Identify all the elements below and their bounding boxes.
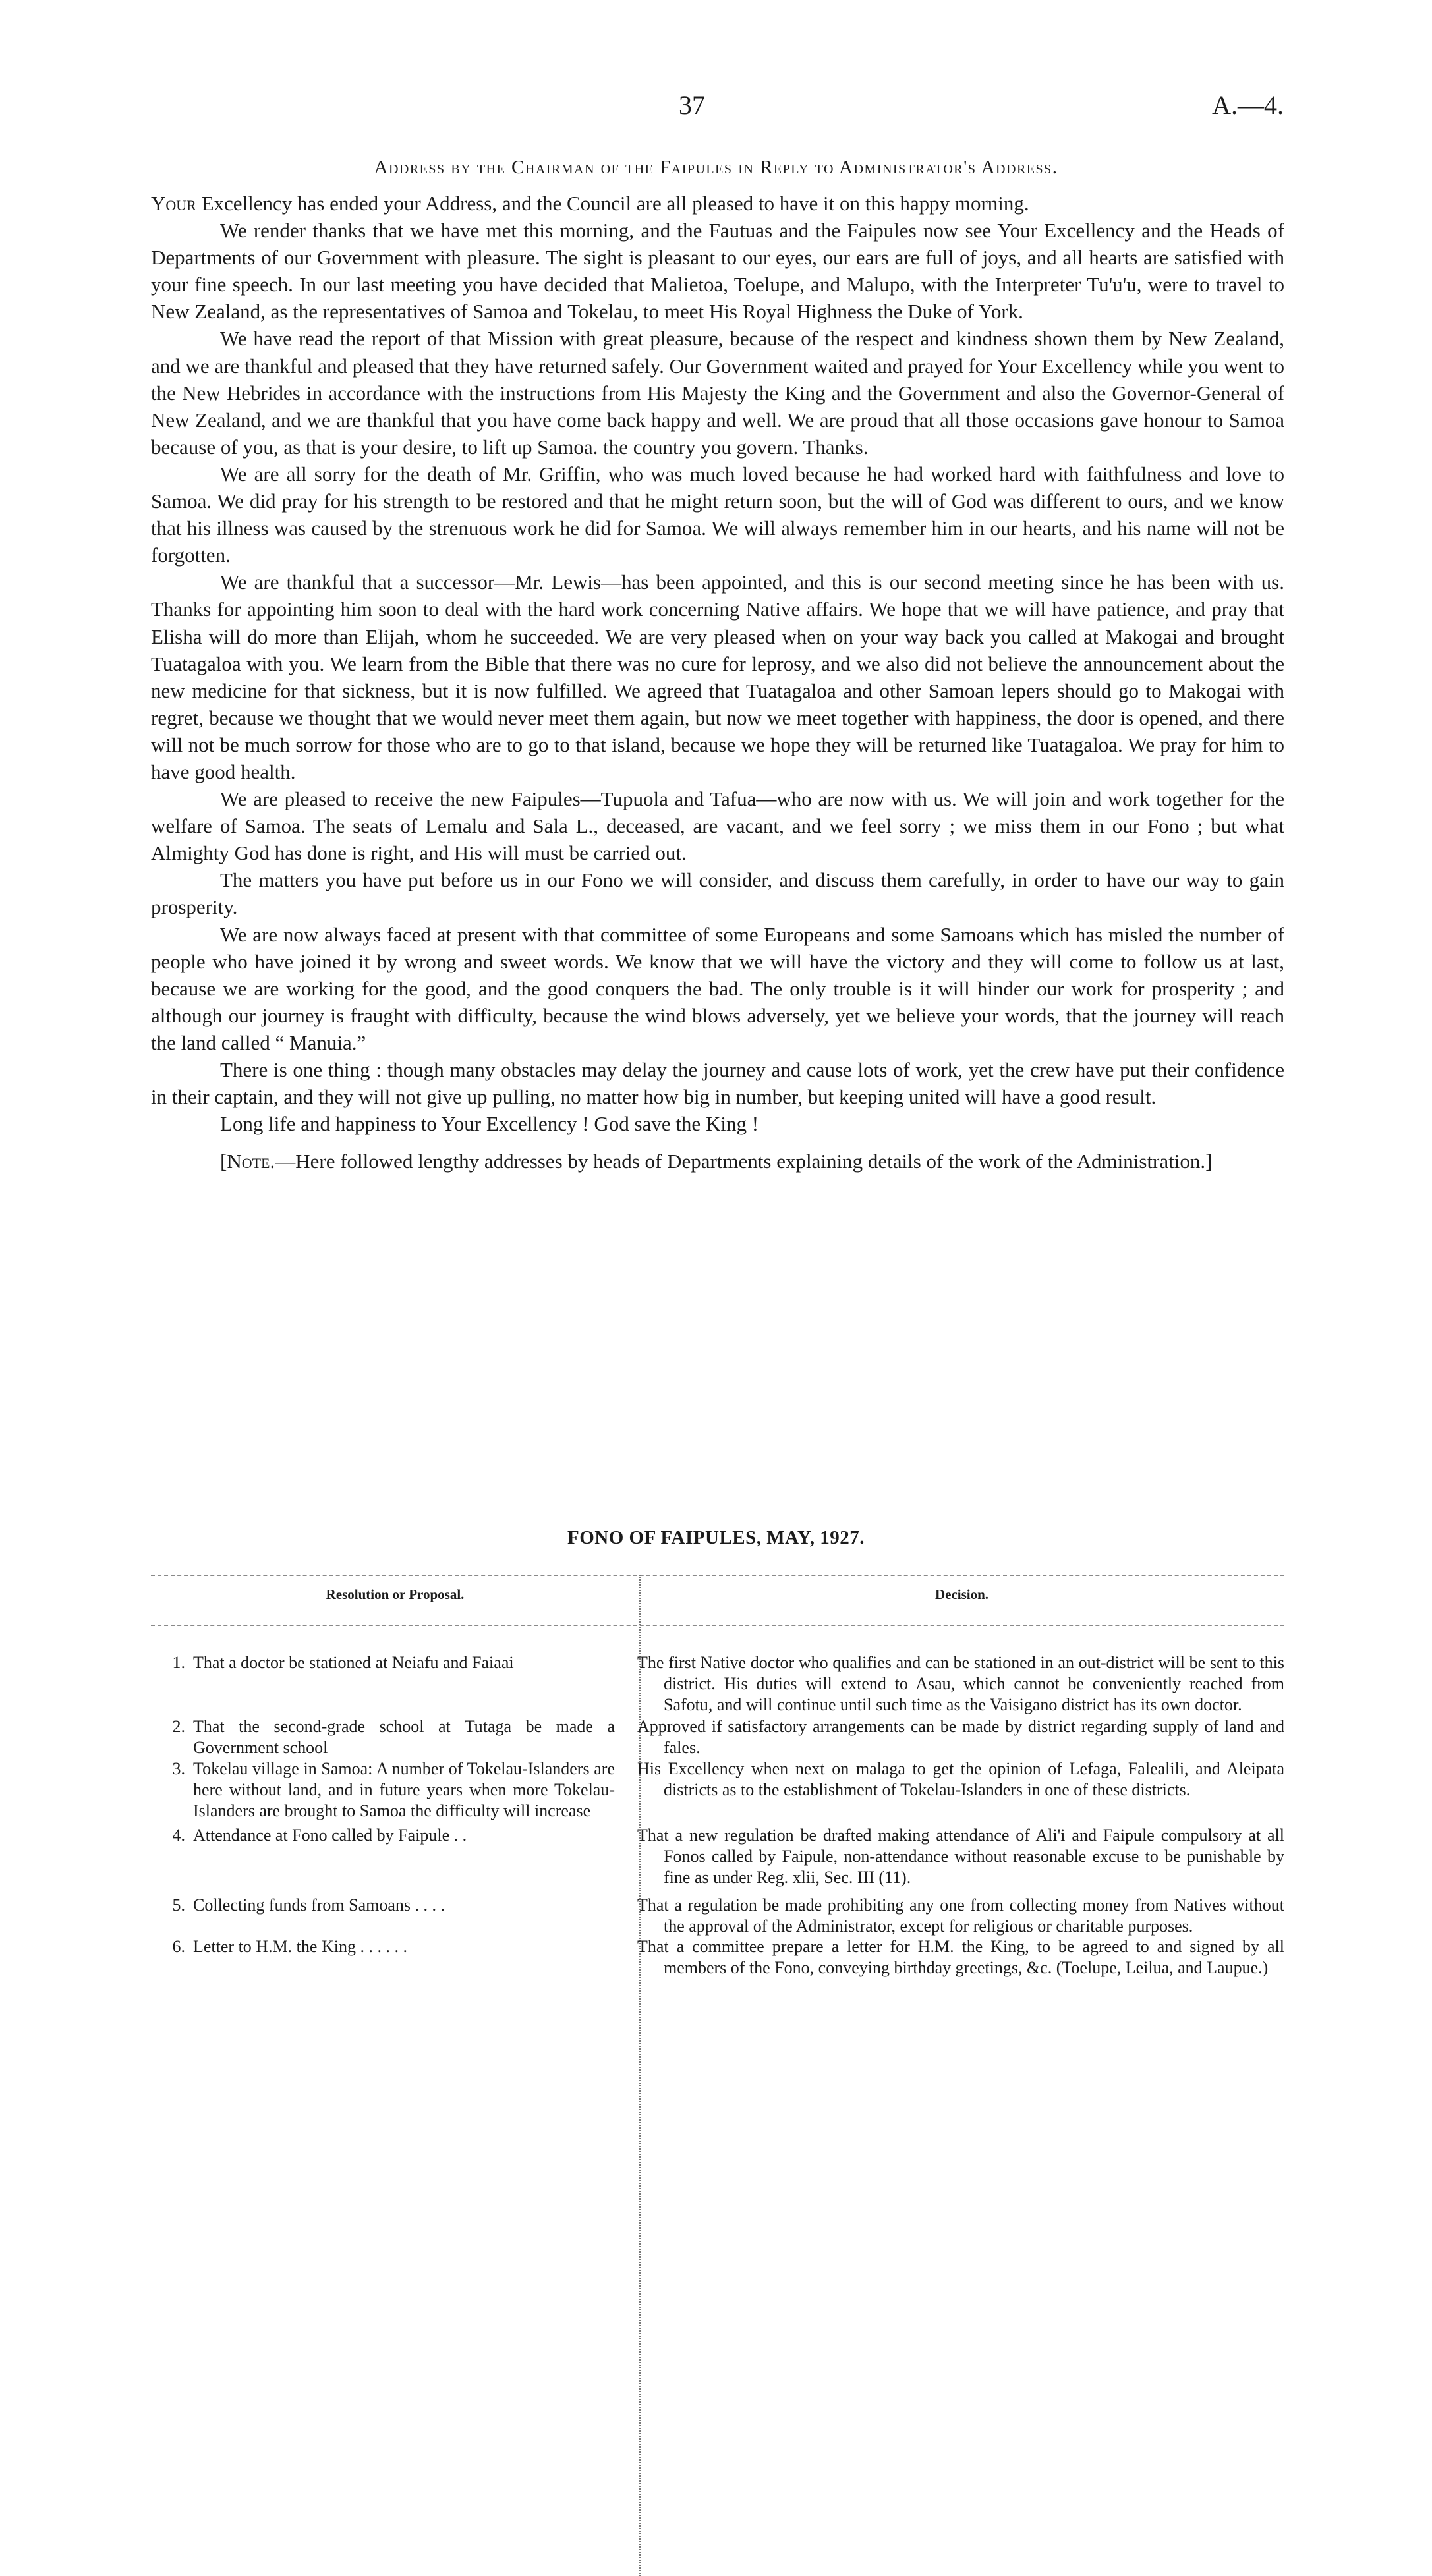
address-heading: Address by the Chairman of the Faipules in Reply to Administrator's Address. bbox=[374, 157, 1058, 178]
note-text: .—Here followed lengthy addresses by heads of Departments explaining details of the work of the Administration.] bbox=[270, 1150, 1213, 1173]
paragraph: We render thanks that we have met this morning, and the Fautuas and the Faipules now see Your Excellency and the Heads of Departments of our Government with pleasure. The sight is pleasant to our eyes, our ears are full of joys, and all hearts are satisfied with your fine speech. In our last meeting you have decided that Malietoa, Toelupe, and Malupo, with the Interpreter Tu'u'u, were to travel to New Zealand, as the representatives of Samoa and Tokelau, to meet His Royal Highness the Duke of York. bbox=[151, 219, 1284, 323]
decision-text: That a new regulation be drafted making attendance of Ali'i and Faipule compulsory at all Fonos called by Faipule, non-attendance without reasonable excuse to be punishable by fine as under Reg. xlii, Sec. III (11). bbox=[637, 1826, 1284, 1887]
paragraph: There is one thing : though many obstacles may delay the journey and cause lots of work, yet the crew have put their confidence in their captain, and they will not give up pulling, no matter how big in number, but keeping united will have a good result. bbox=[151, 1058, 1284, 1109]
resolution-cell bbox=[151, 1895, 625, 1916]
column-header-decision: Decision. bbox=[934, 1586, 989, 1602]
decision-cell bbox=[625, 1895, 1284, 1937]
paragraph: The matters you have put before us in our Fono we will consider, and discuss them carefully, in order to have our way to gain prosperity. bbox=[151, 868, 1284, 919]
resolution-text: Collecting funds from Samoans . . . . bbox=[193, 1895, 445, 1915]
resolution-text: That the second-grade school at Tutaga be made a Government school bbox=[193, 1717, 615, 1758]
table-top-rule bbox=[151, 1575, 1284, 1576]
table-row bbox=[151, 1895, 1284, 1937]
resolution-cell bbox=[151, 1716, 625, 1758]
resolution-text: That a doctor be stationed at Neiafu and Faiaai bbox=[193, 1653, 514, 1672]
resolution-cell bbox=[151, 1758, 625, 1821]
paragraph: We are thankful that a successor—Mr. Lewis—has been appointed, and this is our second meeting since he has been with us. Thanks for appointing him soon to deal with the hard work concerning Native affairs. We hope that we will have patience, and pray that Elisha will do more than Elijah, whom he succeeded. We are very pleased when on your way back you called at Makogai and brought Tuatagaloa with you. We learn from the Bible that there was no cure for leprosy, and we also did not believe the announcement about the new medicine for that sickness, but it is now fulfilled. We agreed that Tuatagaloa and other Samoan lepers should go to Makogai with regret, because we thought that we would never meet them again, but now we meet together with happiness, the door is opened, and there will not be much sorrow for those who are to go to that island, because we hope they will be returned like Tuatagaloa. We pray for him to have good health. bbox=[151, 571, 1284, 783]
column-header-resolution: Resolution or Proposal. bbox=[326, 1586, 465, 1602]
page-number: 37 bbox=[679, 90, 705, 120]
opening-word: Your bbox=[151, 192, 196, 215]
row-number: 5. bbox=[172, 1895, 185, 1915]
table-row bbox=[151, 1936, 1284, 1978]
resolution-cell bbox=[151, 1652, 625, 1673]
resolution-text: Letter to H.M. the King . . . . . . bbox=[193, 1937, 407, 1957]
decision-text: His Excellency when next on malaga to get the opinion of Lefaga, Falealili, and Aleipata districts as to the establishment of Tokelau-Islanders in one of these districts. bbox=[637, 1758, 1284, 1799]
row-number: 2. bbox=[172, 1717, 185, 1737]
resolution-cell bbox=[151, 1825, 625, 1846]
resolution-text: Tokelau village in Samoa: A number of Tokelau-Islanders are here without land, and in future years when more Tokelau-Islanders are brought to Samoa the difficulty will increase bbox=[193, 1758, 615, 1820]
fono-table-title: FONO OF FAIPULES, MAY, 1927. bbox=[567, 1527, 865, 1548]
document-reference: A.—4. bbox=[1212, 90, 1284, 120]
paragraph: We are now always faced at present with that committee of some Europeans and some Samoans which has misled the number of people who have joined it by wrong and sweet words. We know that we will have the victory and they will come to follow us at last, because we are working for the good, and the good conquers the bad. The only trouble is it will hinder our work for prosperity ; and although our journey is fraught with difficulty, because the wind blows adversely, yet we believe your words, that the journey will reach the land called “ Manuia.” bbox=[151, 922, 1284, 1054]
decision-cell bbox=[625, 1758, 1284, 1801]
fono-table bbox=[151, 1652, 1284, 1978]
note-paragraph bbox=[151, 1148, 1284, 1175]
table-row bbox=[151, 1758, 1284, 1821]
decision-text: That a committee prepare a letter for H.M. the King, to be agreed to and signed by all members of the Fono, conveying birthday greetings, &c. (Toelupe, Leilua, and Laupue.) bbox=[637, 1937, 1284, 1978]
row-number: 4. bbox=[172, 1826, 185, 1845]
decision-cell bbox=[625, 1652, 1284, 1715]
paragraph bbox=[151, 190, 1284, 217]
row-number: 3. bbox=[172, 1758, 185, 1778]
table-row bbox=[151, 1716, 1284, 1758]
resolution-cell bbox=[151, 1936, 625, 1957]
address-body bbox=[151, 190, 1284, 1175]
decision-text: That a regulation be made prohibiting any one from collecting money from Natives without the approval of the Administrator, except for religious or charitable purposes. bbox=[637, 1895, 1284, 1936]
decision-text: Approved if satisfactory arrangements can be made by district regarding supply of land and fales. bbox=[637, 1717, 1284, 1758]
paragraph: We are pleased to receive the new Faipules—Tupuola and Tafua—who are now with us. We will join and work together for the welfare of Samoa. The seats of Lemalu and Sala L., deceased, are vacant, and we feel sorry ; we miss them in our Fono ; but what Almighty God has done is right, and His will must be carried out. bbox=[151, 787, 1284, 865]
decision-cell bbox=[625, 1936, 1284, 1978]
note-bracket: [ bbox=[220, 1150, 227, 1173]
paragraph: We are all sorry for the death of Mr. Griffin, who was much loved because he had worked hard with faithfulness and love to Samoa. We did pray for his strength to be restored and that he might return soon, but the will of God was different to ours, and we know that his illness was caused by the strenuous work he did for Samoa. We will always remember him in our hearts, and his name will not be forgotten. bbox=[151, 462, 1284, 567]
paragraph-text: Excellency has ended your Address, and the Council are all pleased to have it on this happy morning. bbox=[196, 192, 1029, 215]
decision-cell bbox=[625, 1716, 1284, 1758]
paragraph: We have read the report of that Mission with great pleasure, because of the respect and kindness shown them by New Zealand, and we are thankful and pleased that they have returned safely. Our Government waited and prayed for Your Excellency while you went to the New Hebrides in accordance with the instructions from His Majesty the King and the Government and also the Governor-General of New Zealand, and we are thankful that you have come back happy and well. We are proud that all those occasions gave honour to Samoa because of you, as that is your desire, to lift up Samoa. the country you govern. Thanks. bbox=[151, 327, 1284, 459]
decision-cell bbox=[625, 1825, 1284, 1888]
row-number: 6. bbox=[172, 1937, 185, 1957]
decision-text: The first Native doctor who qualifies and can be stationed in an out-district will be sent to this district. His duties will extend to Asau, which cannot be conveniently reached from Safotu, and will continue until such time as the Vaisigano district has its own doctor. bbox=[637, 1653, 1284, 1714]
paragraph: Long life and happiness to Your Excellency ! God save the King ! bbox=[220, 1112, 759, 1136]
resolution-text: Attendance at Fono called by Faipule . . bbox=[193, 1826, 467, 1845]
row-number: 1. bbox=[172, 1653, 185, 1672]
table-row bbox=[151, 1652, 1284, 1715]
table-header-rule bbox=[151, 1625, 1284, 1626]
note-label: Note bbox=[227, 1150, 270, 1173]
table-row bbox=[151, 1825, 1284, 1888]
